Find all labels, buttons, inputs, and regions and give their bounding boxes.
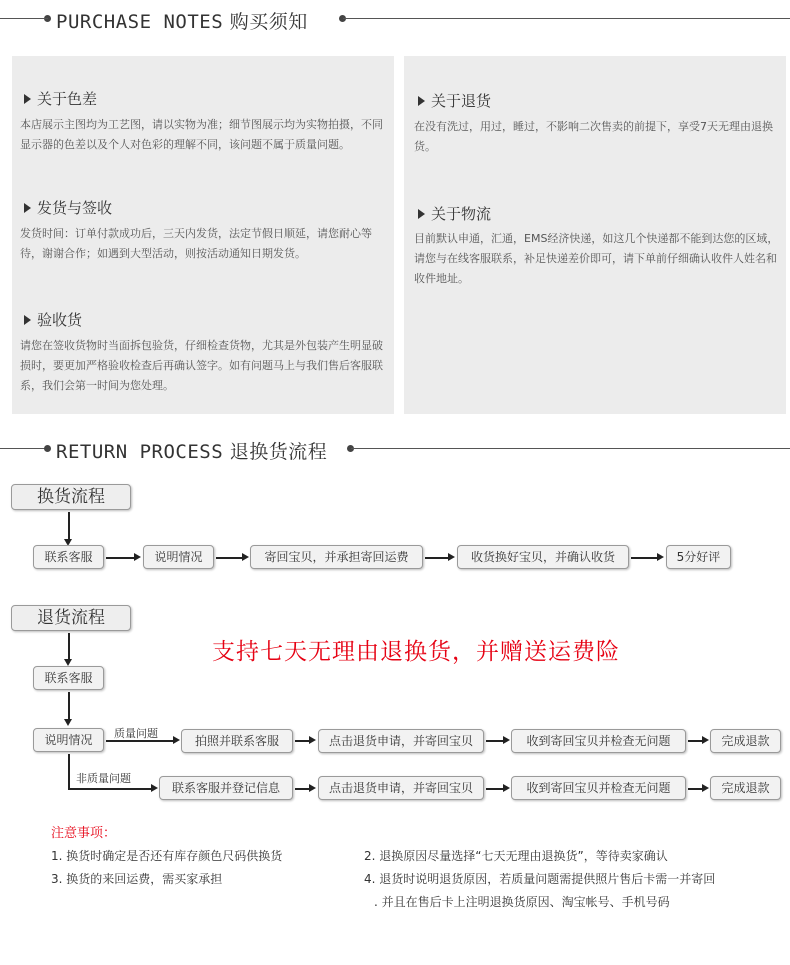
purchase-notes-title <box>56 7 308 34</box>
quality-issue-label: 质量问题 <box>114 727 158 740</box>
quality-step-refund: 完成退款 <box>710 729 781 753</box>
note-text-shipping: 发货时间：订单付款成功后，三天内发货，法定节假日顺延，请您耐心等待，谢谢合作；如遇到大型活动，则按活动通知日期发货。 <box>20 227 372 260</box>
nonquality-arrow-4 <box>688 788 703 790</box>
return-down-arrow-2 <box>68 692 70 720</box>
nonquality-arrow <box>68 788 152 790</box>
triangle-right-icon <box>24 94 31 104</box>
return-header-dot-left <box>44 445 51 452</box>
header-line-right <box>343 18 790 19</box>
nonquality-branch-line <box>68 754 70 788</box>
return-process-title-cn: 退换货流程 <box>229 441 328 463</box>
quality-arrow-3 <box>486 740 504 742</box>
header-line-left <box>0 18 48 19</box>
quality-arrow-4 <box>688 740 703 742</box>
purchase-notes-title-en: PURCHASE NOTES <box>56 11 224 33</box>
promo-text: 支持七天无理由退换货，并赠送运费险 <box>212 639 620 665</box>
triangle-right-icon <box>418 209 425 219</box>
exchange-step-explain: 说明情况 <box>143 545 214 569</box>
note-item-1: 1. 换货时确定是否还有库存颜色尺码供换货 <box>51 849 283 863</box>
nonquality-step-register: 联系客服并登记信息 <box>159 776 293 800</box>
purchase-notes-title-cn: 购买须知 <box>229 11 308 33</box>
return-flow-title: 退货流程 <box>11 605 131 631</box>
exchange-arrow-3 <box>425 557 449 559</box>
return-header-line-right <box>351 448 790 449</box>
nonquality-arrow-3 <box>486 788 504 790</box>
exchange-down-arrow <box>68 512 70 540</box>
note-title-logistics: 关于物流 <box>418 203 491 224</box>
triangle-right-icon <box>24 315 31 325</box>
note-item-4: 4. 退货时说明退货原因，若质量问题需提供照片售后卡需一并寄回 <box>364 872 716 886</box>
exchange-arrow-2 <box>216 557 243 559</box>
return-header-line-left <box>0 448 48 449</box>
note-title-inspection: 验收货 <box>24 309 82 330</box>
triangle-right-icon <box>418 96 425 106</box>
note-text-inspection: 请您在签收货物时当面拆包验货，仔细检查货物，尤其是外包装产生明显破损时，要更加严格验收检查后再确认签字。如有问题马上与我们售后客服联系，我们会第一时间为您处理。 <box>20 339 383 392</box>
return-down-arrow-1 <box>68 633 70 660</box>
exchange-arrow-4 <box>631 557 658 559</box>
note-text-returns: 在没有洗过，用过，睡过，不影响二次售卖的前提下，享受7天无理由退换货。 <box>414 120 773 153</box>
notes-title: 注意事项： <box>51 826 117 841</box>
triangle-right-icon <box>24 203 31 213</box>
return-step-explain: 说明情况 <box>33 728 104 752</box>
note-item-3: 3. 换货的来回运费，需买家承担 <box>51 872 223 886</box>
exchange-step-receive: 收货换好宝贝，并确认收货 <box>457 545 629 569</box>
note-text-logistics: 目前默认申通，汇通，EMS经济快递，如这几个快递都不能到达您的区域，请您与在线客服联系，补足快递差价即可，请下单前仔细确认收件人姓名和收件地址。 <box>414 232 779 285</box>
quality-step-photo: 拍照并联系客服 <box>181 729 293 753</box>
nonquality-step-check: 收到寄回宝贝并检查无问题 <box>511 776 686 800</box>
note-title-color-difference: 关于色差 <box>24 88 97 109</box>
return-process-title <box>56 437 327 464</box>
quality-step-check: 收到寄回宝贝并检查无问题 <box>511 729 686 753</box>
note-item-4-continued: . 并且在售后卡上注明退换货原因、淘宝帐号、手机号码 <box>374 895 670 909</box>
exchange-step-contact: 联系客服 <box>33 545 104 569</box>
return-step-contact: 联系客服 <box>33 666 104 690</box>
note-item-2: 2. 退换原因尽量选择“七天无理由退换货”，等待卖家确认 <box>364 849 668 863</box>
note-text-color-difference: 本店展示主图均为工艺图，请以实物为准；细节图展示均为实物拍摄，不同显示器的色差以及个人对色彩的理解不同，该问题不属于质量问题。 <box>20 118 383 151</box>
quality-arrow-2 <box>295 740 310 742</box>
exchange-arrow-1 <box>106 557 135 559</box>
exchange-flow-title: 换货流程 <box>11 484 131 510</box>
nonquality-arrow-2 <box>295 788 310 790</box>
nonquality-step-apply: 点击退货申请，并寄回宝贝 <box>318 776 484 800</box>
quality-arrow <box>106 740 174 742</box>
quality-step-apply: 点击退货申请，并寄回宝贝 <box>318 729 484 753</box>
note-title-shipping: 发货与签收 <box>24 197 112 218</box>
note-title-returns: 关于退货 <box>418 90 491 111</box>
nonquality-issue-label: 非质量问题 <box>76 772 131 785</box>
exchange-step-review: 5分好评 <box>666 545 731 569</box>
exchange-step-send-back: 寄回宝贝，并承担寄回运费 <box>250 545 423 569</box>
nonquality-step-refund: 完成退款 <box>710 776 781 800</box>
return-process-title-en: RETURN PROCESS <box>56 441 224 463</box>
